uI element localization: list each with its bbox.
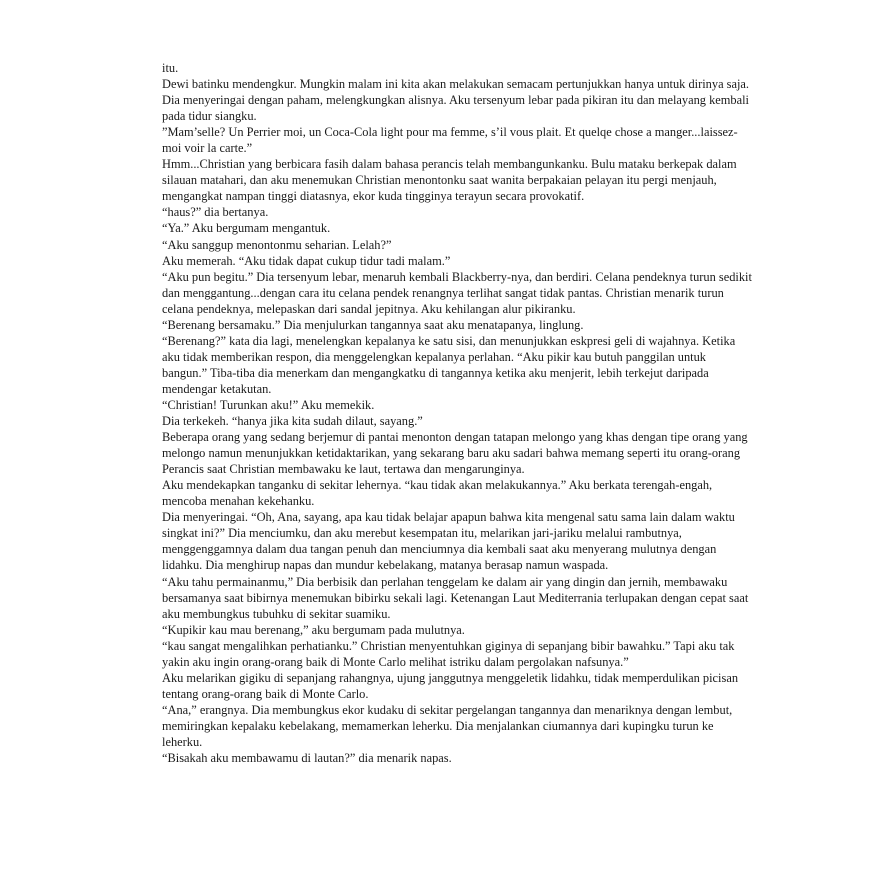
body-text	[162, 60, 752, 766]
paragraph: “Bisakah aku membawamu di lautan?” dia menarik napas.	[162, 751, 452, 766]
paragraph: Hmm...Christian yang berbicara fasih dalam bahasa perancis telah membangunkanku. Bulu mataku berkepak dalam silauan matahari, dan aku menemukan Christian menontonku saat wanita berpakaian pelayan itu pergi menjauh, mengangkat nampan tinggi diatasnya, ekor kuda tingginya terayun secara provokatif.	[162, 157, 737, 204]
paragraph: Dia terkekeh. “hanya jika kita sudah dilaut, sayang.”	[162, 414, 423, 429]
paragraph: itu.	[162, 61, 179, 75]
paragraph: “haus?” dia bertanya.	[162, 205, 269, 220]
paragraph: Dia menyeringai. “Oh, Ana, sayang, apa kau tidak belajar apapun bahwa kita mengenal satu sama lain dalam waktu singkat ini?” Dia menciumku, dan aku merebut kesempatan itu, melarikan jari-jariku melalui rambutnya, menggenggamnya dalam dua tangan penuh dan menciumnya dia kembali saat aku menyerang mulutnya dengan lidahku. Dia menghirup napas dan mundur kebelakang, matanya berasap namun waspada.	[162, 510, 735, 573]
paragraph: Dewi batinku mendengkur. Mungkin malam ini kita akan melakukan semacam pertunjukkan hanya untuk dirinya saja. Dia menyeringai dengan paham, melengkungkan alisnya. Aku tersenyum lebar pada pikiran itu dan melayang kembali pada tidur siangku.	[162, 77, 750, 124]
paragraph: “kau sangat mengalihkan perhatianku.” Christian menyentuhkan giginya di sepanjang bibir bawahku.” Tapi aku tak yakin aku ingin orang-orang baik di Monte Carlo melihat istriku dalam pergolakan nafsunya.”	[162, 638, 735, 669]
paragraph: “Ya.” Aku bergumam mengantuk.	[162, 221, 331, 236]
paragraph: “Kupikir kau mau berenang,” aku bergumam pada mulutnya.	[162, 622, 465, 637]
paragraph: “Ana,” erangnya. Dia membungkus ekor kudaku di sekitar pergelangan tangannya dan menariknya dengan lembut, memiringkan kepalaku kebelakang, memamerkan leherku. Dia menjalankan ciumannya dari kupingku turun ke leherku.	[162, 702, 733, 749]
paragraph: “Berenang bersamaku.” Dia menjulurkan tangannya saat aku menatapanya, linglung.	[162, 317, 584, 332]
paragraph: “Aku sanggup menontonmu seharian. Lelah?”	[162, 237, 392, 252]
paragraph: “Christian! Turunkan aku!” Aku memekik.	[162, 397, 375, 412]
paragraph: “Berenang?” kata dia lagi, menelengkan kepalanya ke satu sisi, dan menunjukkan eskpresi geli di wajahnya. Ketika aku tidak memberikan respon, dia menggelengkan kepalanya perlahan. “Aku pikir kau butuh panggilan untuk bangun.” Tiba-tiba dia menerkam dan mengangkatku di tangannya ketika aku menjerit, lebih terkejut daripada mendengar ketakutan.	[162, 333, 736, 396]
paragraph: “Aku pun begitu.” Dia tersenyum lebar, menaruh kembali Blackberry-nya, dan berdiri. Celana pendeknya turun sedikit dan menggantung...dengan cara itu celana pendek renangnya terlihat sangat tidak pantas. Christian menarik turun celana pendeknya, melepaskan dari sandal jepitnya. Aku kehilangan alur pikiranku.	[162, 269, 752, 316]
paragraph: ”Mam’selle? Un Perrier moi, un Coca-Cola light pour ma femme, s’il vous plait. Et quelqe chose a manger...laissez-moi voir la carte.”	[162, 125, 738, 156]
paragraph: Aku melarikan gigiku di sepanjang rahangnya, ujung janggutnya menggeletik lidahku, tidak memperdulikan picisan tentang orang-orang baik di Monte Carlo.	[162, 670, 739, 701]
paragraph: “Aku tahu permainanmu,” Dia berbisik dan perlahan tenggelam ke dalam air yang dingin dan jernih, membawaku bersamanya saat bibirnya menemukan bibirku sekali lagi. Ketenangan Laut Mediterrania terlupakan dengan cepat saat aku membungkus tubuhku di sekitar suamiku.	[162, 574, 749, 621]
paragraph: Beberapa orang yang sedang berjemur di pantai menonton dengan tatapan melongo yang khas dengan tipe orang yang melongo namun menunjukkan ketidaktarikan, yang sekarang baru aku sadari bahwa memang seperti itu orang-orang Perancis saat Christian membawaku ke laut, tertawa dan mengarunginya.	[162, 430, 748, 477]
paragraph: Aku mendekapkan tanganku di sekitar lehernya. “kau tidak akan melakukannya.” Aku berkata terengah-engah, mencoba menahan kekehanku.	[162, 478, 713, 509]
paragraph: Aku memerah. “Aku tidak dapat cukup tidur tadi malam.”	[162, 253, 451, 268]
